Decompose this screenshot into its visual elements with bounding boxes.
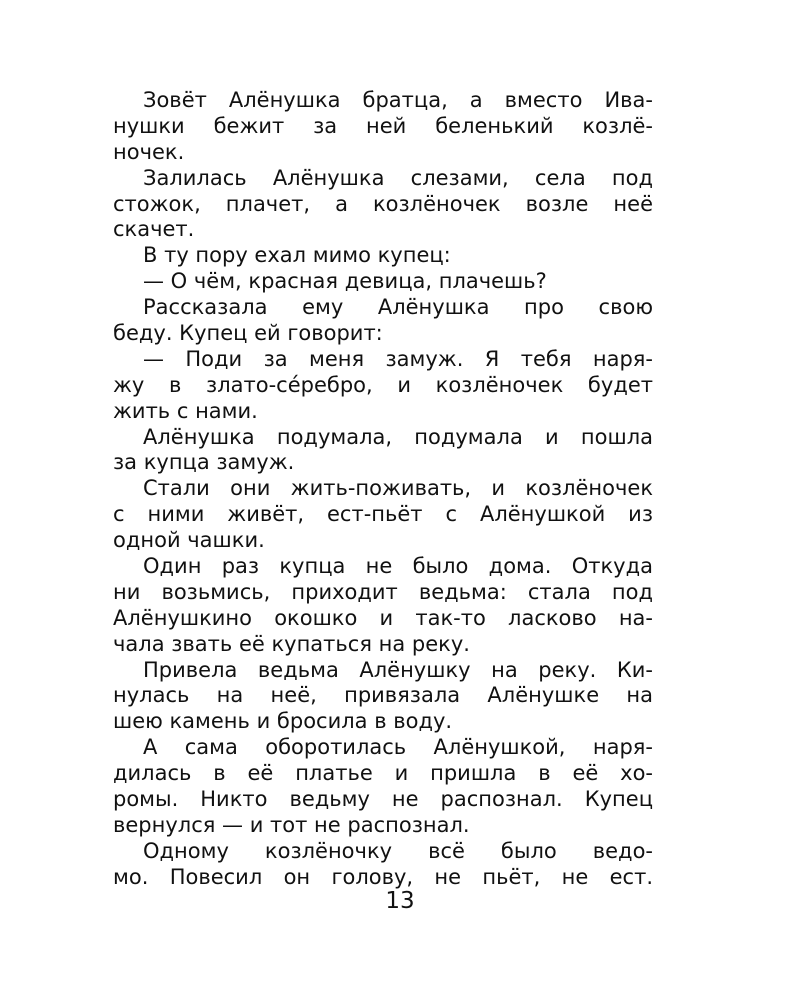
text-line: беду. Купец ей говорит: [113,321,383,346]
text-line: дилась в её платье и пришла в её хо- [113,761,653,786]
text-line: А сама оборотилась Алёнушкой, наря- [143,735,653,760]
text-line: ромы. Никто ведьму не распознал. Купец [113,787,653,812]
text-line: Привела ведьма Алёнушку на реку. Ки- [143,657,653,682]
story-text [113,88,653,891]
text-line: жу в злато-сéребро, и козлёночек будет [113,372,653,397]
text-line: за купца замуж. [113,450,295,475]
text-line: нушки бежит за ней беленький козлё- [113,113,653,138]
text-line: ни возьмись, приходит ведьма: стала под [113,579,653,604]
text-line: с ними живёт, ест-пьёт с Алёнушкой из [113,502,653,527]
text-line: ночек. [113,139,185,164]
text-line: одной чашки. [113,528,265,553]
text-line: — Поди за меня замуж. Я тебя наря- [143,346,653,371]
page-number: 13 [385,888,415,914]
text-line: Залилась Алёнушка слезами, села под [143,165,653,190]
text-line: В ту пору ехал мимо купец: [143,243,451,268]
text-line: жить с нами. [113,398,258,423]
text-line: — О чём, красная девица, плачешь? [143,269,547,294]
text-line: вернулся — и тот не распознал. [113,812,470,837]
text-line: Рассказала ему Алёнушка про свою [143,295,653,320]
text-line: скачет. [113,217,195,242]
text-line: мо. Повесил он голову, не пьёт, не ест. [113,864,653,889]
text-line: чала звать её купаться на реку. [113,631,470,656]
text-line: Алёнушка подумала, подумала и пошла [143,424,653,449]
text-line: нулась на неё, привязала Алёнушке на [113,683,653,708]
text-line: шею камень и бросила в воду. [113,709,453,734]
text-line: Одному козлёночку всё было ведо- [143,838,653,863]
text-line: Стали они жить-поживать, и козлёночек [143,476,653,501]
text-line: Зовёт Алёнушка братца, а вместо Ива- [143,88,653,112]
text-line: Алёнушкино окошко и так-то ласково на- [113,605,653,630]
text-line: Один раз купца не было дома. Откуда [143,554,653,579]
text-line: стожок, плачет, а козлёночек возле неё [113,191,653,216]
